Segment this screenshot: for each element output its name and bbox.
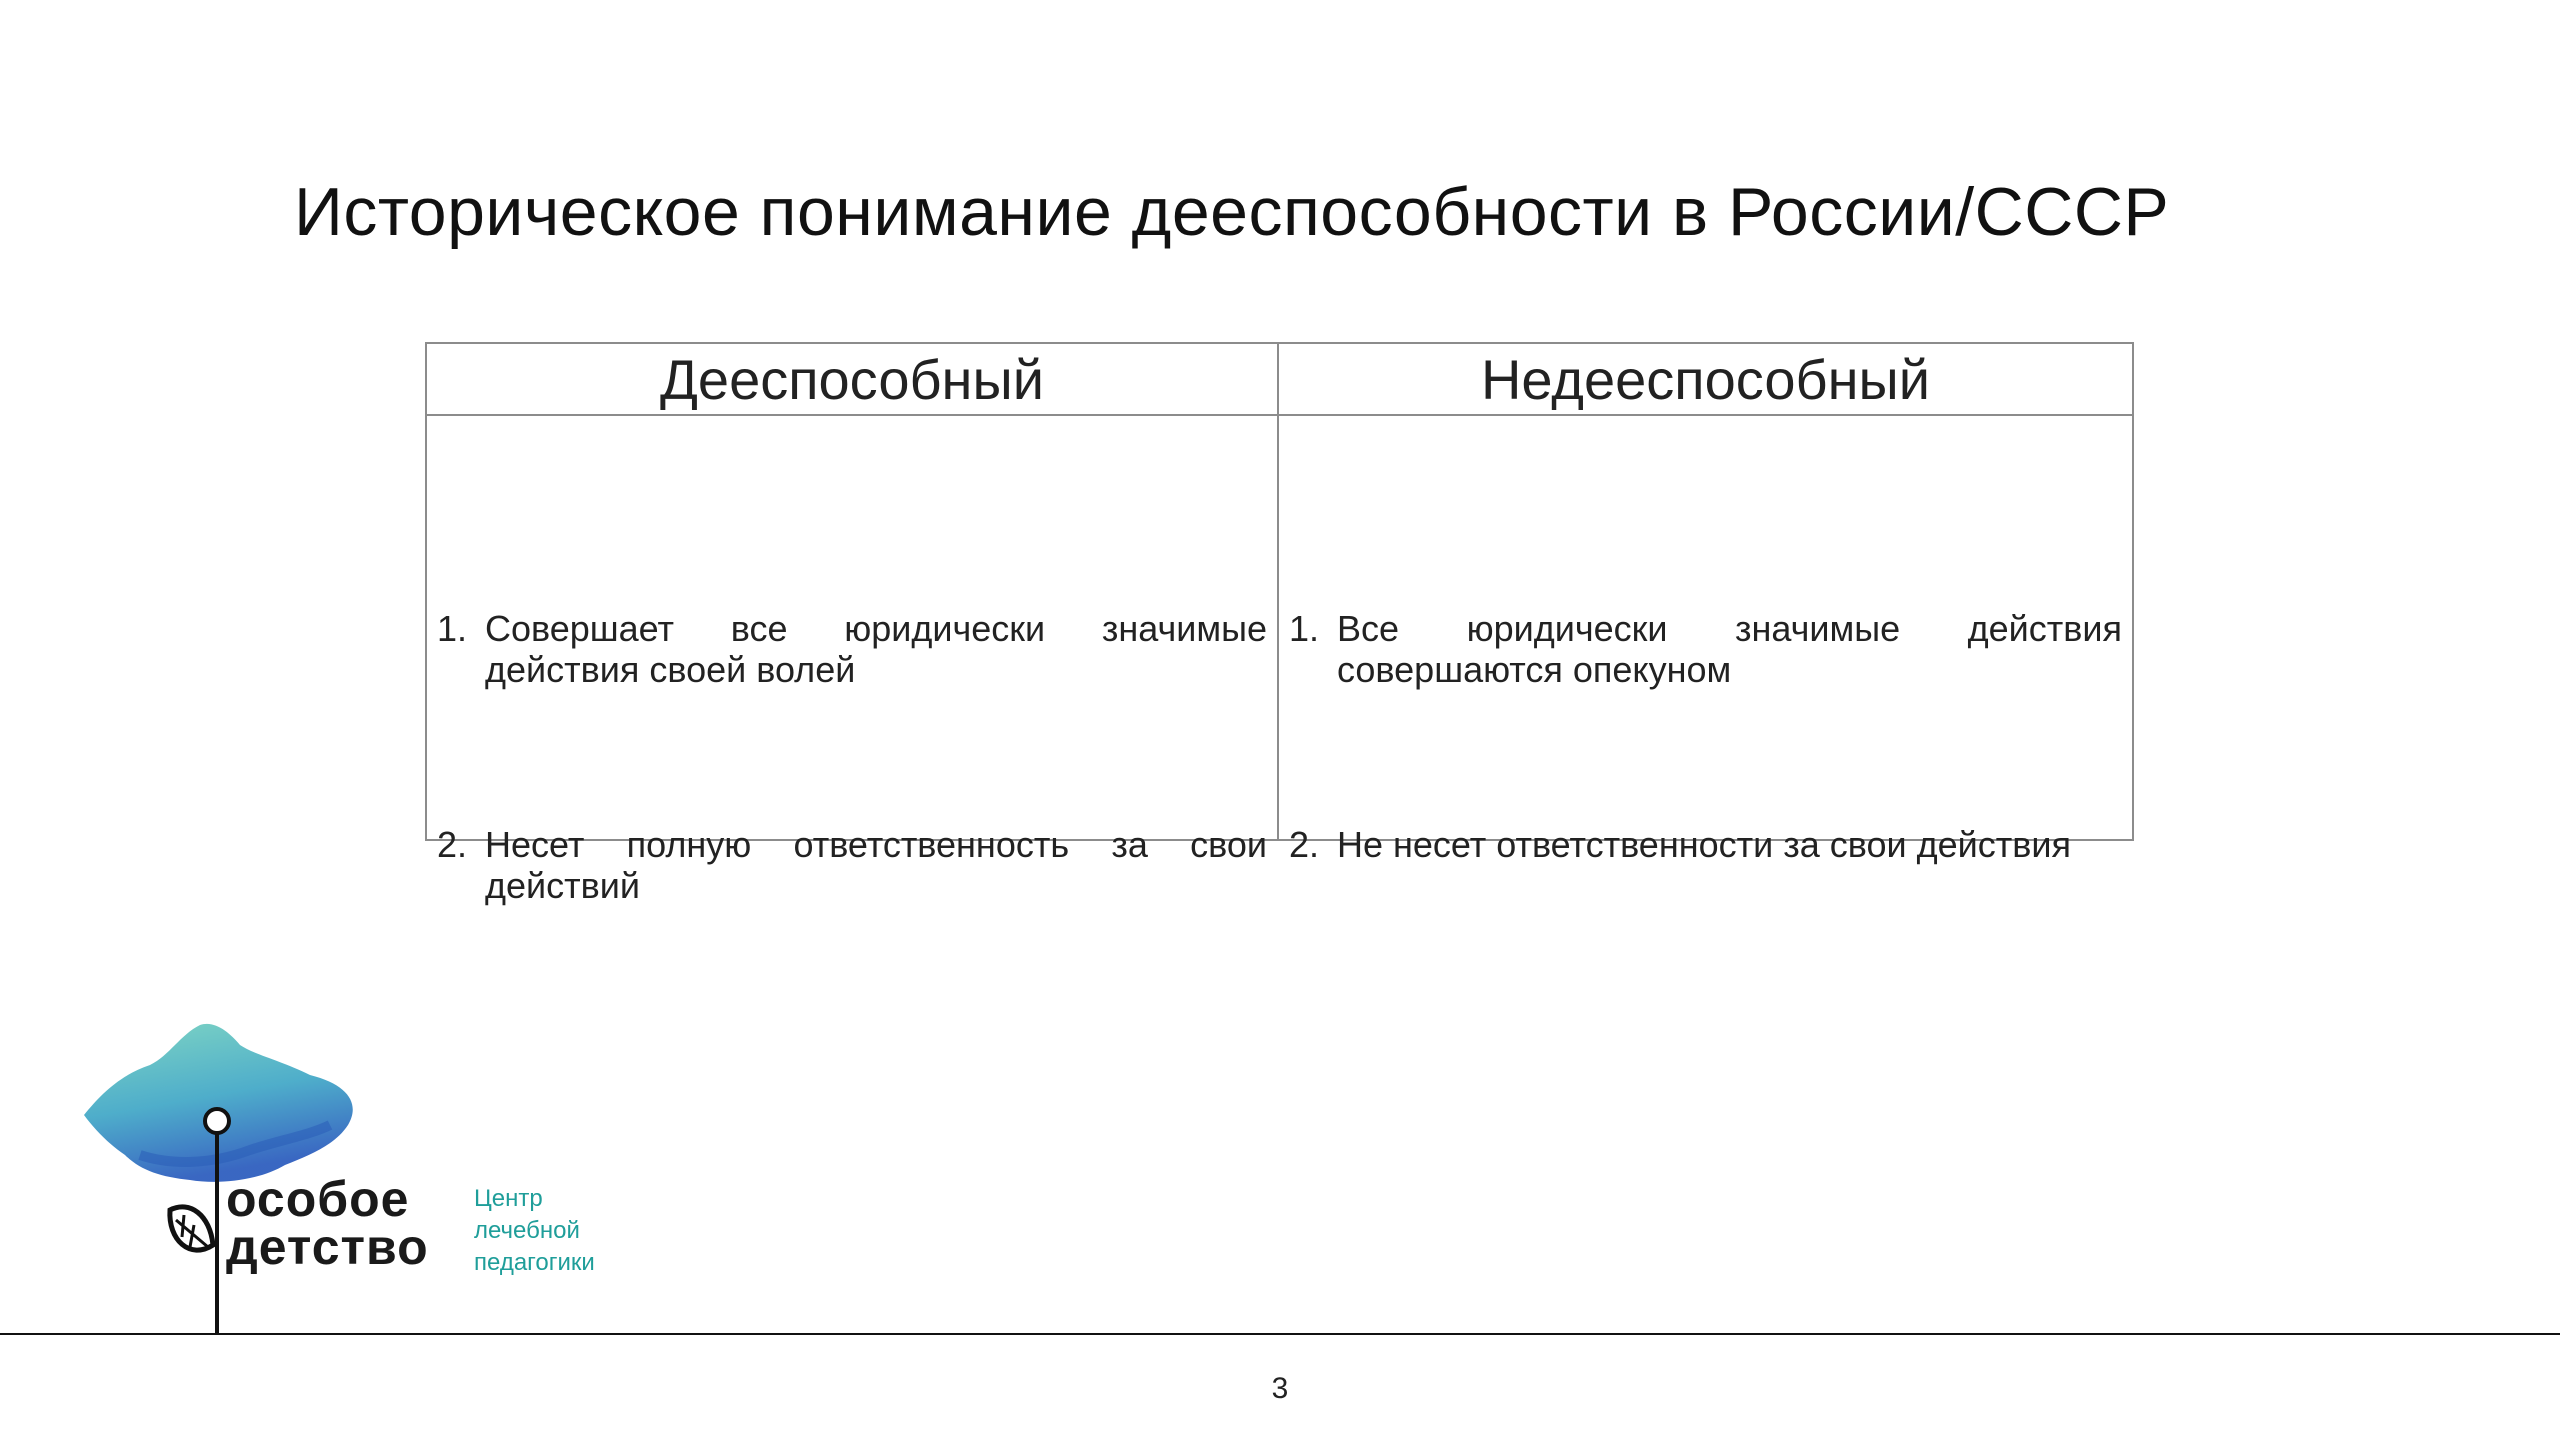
logo-subtitle-line-1: Центр	[474, 1185, 543, 1212]
list-item-text: Не несет ответственности за свои действия	[1337, 824, 2071, 865]
list-item-number: 2.	[437, 824, 468, 865]
page-number: 3	[1271, 1372, 1289, 1405]
footer-divider	[0, 1333, 2560, 1335]
table-header-incapable: Недееспособный	[1279, 344, 2132, 416]
logo-brand-line-1: особое	[226, 1171, 410, 1227]
list-item-number: 1.	[437, 608, 468, 649]
logo-subtitle-line-2: лечебной	[474, 1217, 580, 1244]
logo-brand-text	[226, 1171, 429, 1275]
slide-title: Историческое понимание дееспособности в России/СССР	[294, 174, 2170, 250]
list-item	[1289, 608, 2122, 690]
logo-brand-line-2: детство	[226, 1219, 429, 1275]
brand-logo	[80, 1015, 640, 1335]
logo-subtitle-line-3: педагогики	[474, 1249, 595, 1276]
list-item-text: Совершает все юридически значимые действия своей волей	[485, 608, 1267, 690]
list-item	[437, 824, 1267, 906]
list-item	[437, 608, 1267, 690]
list-item-text: Все юридически значимые действия совершаются опекуном	[1337, 608, 2122, 690]
table-cell-incapable	[1279, 416, 2132, 865]
logo-subtitle	[474, 1183, 595, 1279]
table-header-capable: Дееспособный	[427, 344, 1279, 416]
comparison-table	[425, 342, 2134, 906]
list-item-number: 1.	[1289, 608, 1320, 649]
list-item-number: 2.	[1289, 824, 1320, 865]
list-item-text: Несет полную ответственность за свои действий	[485, 824, 1267, 906]
table-cell-capable	[427, 416, 1279, 906]
list-item	[1289, 824, 2122, 865]
